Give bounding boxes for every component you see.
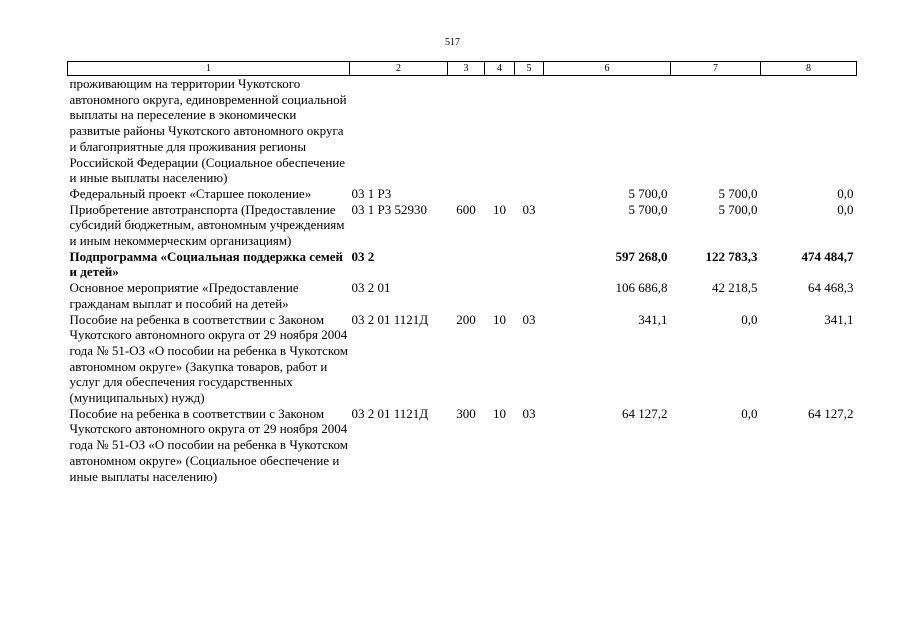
table-row: [68, 280, 857, 311]
section: [485, 76, 515, 186]
table-row-subprogram: [68, 249, 857, 280]
column-header: 3: [448, 62, 485, 76]
item-name: Пособие на ребенка в соответствии с Законом Чукотского автономного округа от 29 ноября 2004 года № 51-ОЗ «О пособии на ребенка в Чукотском автономном округе» (Социальное обеспечение и иные выплаты населению): [69, 405, 348, 484]
amount-col7: 5 700,0: [718, 201, 758, 217]
amount-total: 597 268,0: [615, 248, 668, 264]
target-code: 03 2 01 1121Д: [351, 311, 429, 327]
target-code: 03 1 P3 52930: [351, 201, 427, 217]
amount-total: 341,1: [638, 311, 668, 327]
subsection: 03: [522, 201, 536, 217]
amount-col8: 0,0: [837, 201, 854, 217]
target-code: 03 2: [351, 248, 375, 264]
table-row: [68, 202, 857, 249]
expense-type: 600: [456, 201, 476, 217]
amount-total: 106 686,8: [615, 280, 668, 296]
expense-type: 300: [456, 405, 476, 421]
amount-total: 64 127,2: [622, 405, 668, 421]
section: [485, 280, 515, 311]
expense-type: [448, 280, 485, 311]
column-number-row: [68, 62, 857, 76]
target-code: 03 2 01: [351, 280, 391, 296]
amount-col7: 0,0: [741, 405, 758, 421]
amount-col8: [761, 76, 857, 186]
amount-col7: [671, 76, 761, 186]
section: 10: [493, 311, 506, 327]
item-name: Федеральный проект «Старшее поколение»: [69, 185, 312, 201]
amount-col8: 0,0: [837, 185, 854, 201]
subsection: [515, 249, 544, 280]
target-code: 03 1 P3: [351, 185, 392, 201]
section: [485, 249, 515, 280]
item-name: Приобретение автотранспорта (Предоставление субсидий бюджетным, автономным учреждениям и иным некоммерческим организациям): [69, 201, 345, 249]
page-number: 517: [445, 37, 460, 48]
column-header: 2: [350, 62, 448, 76]
subsection: [515, 76, 544, 186]
column-header: 7: [671, 62, 761, 76]
amount-col8: 474 484,7: [801, 248, 854, 264]
column-header: 1: [68, 62, 350, 76]
amount-col7: 122 783,3: [705, 248, 758, 264]
amount-col8: 64 468,3: [808, 280, 854, 296]
table-row: [68, 186, 857, 202]
item-name: проживающим на территории Чукотского автономного округа, единовременной социальной выплаты на переселение в экономически развитые районы Чукотского автономного округа и благоприятные для проживания регионы Российской Федерации (Социальное обеспечение и иные выплаты населению): [69, 76, 347, 186]
subsection: 03: [522, 405, 536, 421]
target-code: 03 2 01 1121Д: [351, 405, 429, 421]
item-name: Основное мероприятие «Предоставление гражданам выплат и пособий на детей»: [69, 280, 299, 311]
amount-col8: 341,1: [824, 311, 854, 327]
column-header: 8: [761, 62, 857, 76]
section: 10: [493, 405, 506, 421]
table-row: [68, 406, 857, 485]
amount-total: [544, 76, 671, 186]
item-name: Подпрограмма «Социальная поддержка семей и детей»: [69, 248, 344, 280]
subsection: [515, 186, 544, 202]
expense-type: [448, 186, 485, 202]
target-code: [350, 76, 448, 186]
column-header: 5: [515, 62, 544, 76]
column-header: 6: [544, 62, 671, 76]
column-header: 4: [485, 62, 515, 76]
amount-total: 5 700,0: [628, 185, 668, 201]
table-row: [68, 76, 857, 186]
expense-type: [448, 76, 485, 186]
table-row: [68, 312, 857, 406]
expense-type: 200: [456, 311, 476, 327]
item-name: Пособие на ребенка в соответствии с Законом Чукотского автономного округа от 29 ноября 2004 года № 51-ОЗ «О пособии на ребенка в Чукотском автономном округе» (Закупка товаров, работ и услуг для обеспечения государственных (муниципальных) нужд): [69, 311, 348, 406]
amount-col7: 0,0: [741, 311, 758, 327]
section: [485, 186, 515, 202]
subsection: 03: [522, 311, 536, 327]
table-body: [68, 76, 857, 485]
amount-total: 5 700,0: [628, 201, 668, 217]
amount-col7: 42 218,5: [712, 280, 758, 296]
subsection: [515, 280, 544, 311]
amount-col8: 64 127,2: [808, 405, 854, 421]
expense-type: [448, 249, 485, 280]
amount-col7: 5 700,0: [718, 185, 758, 201]
budget-table: [67, 61, 857, 484]
section: 10: [493, 201, 506, 217]
